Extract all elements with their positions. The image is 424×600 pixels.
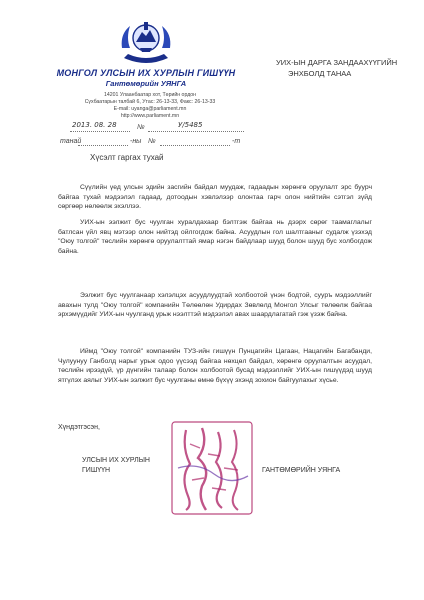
date-line — [70, 131, 130, 132]
website-line: http://www.parliament.mn — [120, 113, 180, 119]
closing-text: Хүндэтгэсэн, — [58, 424, 100, 431]
subject-line: Хүсэлт гаргах тухай — [90, 153, 164, 162]
email-line: E-mail: uyanga@parliament.mn — [113, 106, 187, 112]
state-emblem-icon — [118, 18, 174, 66]
phone-line: Сүхбаатарын талбай 6, Утас: 26-13-33, Факс: 26-13-33 — [84, 99, 216, 105]
member-name: Гантөмөрийн УЯНГА — [105, 79, 187, 88]
ref-label-tanai: танай — [60, 138, 82, 145]
mongolian-script-seal-icon — [168, 418, 256, 518]
number-line — [148, 131, 244, 132]
signatory-name: ГАНТӨМӨРИЙН УЯНГА — [262, 467, 341, 474]
org-name: МОНГОЛ УЛСЫН ИХ ХУРЛЫН ГИШҮҮН — [56, 68, 236, 78]
body-paragraph-1: Сүүлийн үед улсын эдийн засгийн байдал муудаж, гадаадын хөрөнгө оруулалт эрс буурч байгаа тухай мэдээлэл гадаад, дотоодын хэвлэлээр олонтаа гарч олон нийтийн сэтгэл зүйд сөргөөр нөлөөлж эхэллээ. — [58, 184, 372, 211]
signatory-title-line-1: УЛСЫН ИХ ХУРЛЫН — [82, 457, 150, 464]
signatory-title-line-2: ГИШҮҮН — [82, 467, 111, 474]
number-label: № — [137, 124, 145, 131]
number-value: У/5485 — [178, 121, 203, 129]
recipient-line-2: ЭНХБОЛД ТАНАА — [288, 69, 352, 78]
address-line: 14201 Улаанбаатар хот, Төрийн ордон — [104, 92, 196, 98]
ref-number-line — [160, 145, 230, 146]
ref-label-no: № — [148, 138, 156, 145]
body-paragraph-2: УИХ-ын ээлжит бус чуулган хуралдахаар бэлтгэж байгаа нь дээрх сөрөг таамаглалыг батлсан үйл явц мэтээр олон нийтэд ойлгогдож байна. Асуудлын гол шалтгааныг судалж үзэхэд "Оюу толгой" төслийн хөрөнгө оруулалттай ямар нэгэн байдлаар шууд болон шууд бус холбогдож байна. — [58, 219, 372, 255]
ref-date-line — [78, 145, 128, 146]
date-value: 2013. 08. 28 — [72, 121, 117, 129]
recipient-line-1: УИХ-ЫН ДАРГА ЗАНДААХҮҮГИЙН — [276, 58, 398, 67]
ref-label-ni: -ны — [130, 138, 142, 145]
ref-label-t: -т — [232, 138, 241, 145]
body-paragraph-3: Ээлжит бус чуулганаар хэлэлцэх асуудлуудтай холбоотой үнэн бодтой, сууръ мэдээллийг авахын тулд "Оюу толгой" компанийн Төлөөлөн Удирдах Зөвлөлд Монгол Улсыг төлөөлж байгаа эрхэмүүдийг УИХ-ын чуулганд урьж нээлттэй мэдээлэл авах шаардлагатай гэж үзэж байна. — [58, 292, 372, 319]
body-paragraph-4: Иймд "Оюу толгой" компанийн ТУЗ-ийн гишүүн Пунцагийн Цагаан, Нацагийн Багабанди, Чулуунуу Ганболд нарыг урьж одоо үүсээд байгаа нөхцөл байдал, хөрөнгө оруулалтын асуудал, төслийн ирээдүй, үр дүнгийн талаар болон холбоотой бусад мэдээллийг УИХ-ын гишүүдэд шууд ятгүлэх аялыг УИХ-ын ээлжит бус чуулганы өмнө бүхүү эхэнд зохион байгуулахыг хүсье. — [58, 348, 372, 384]
